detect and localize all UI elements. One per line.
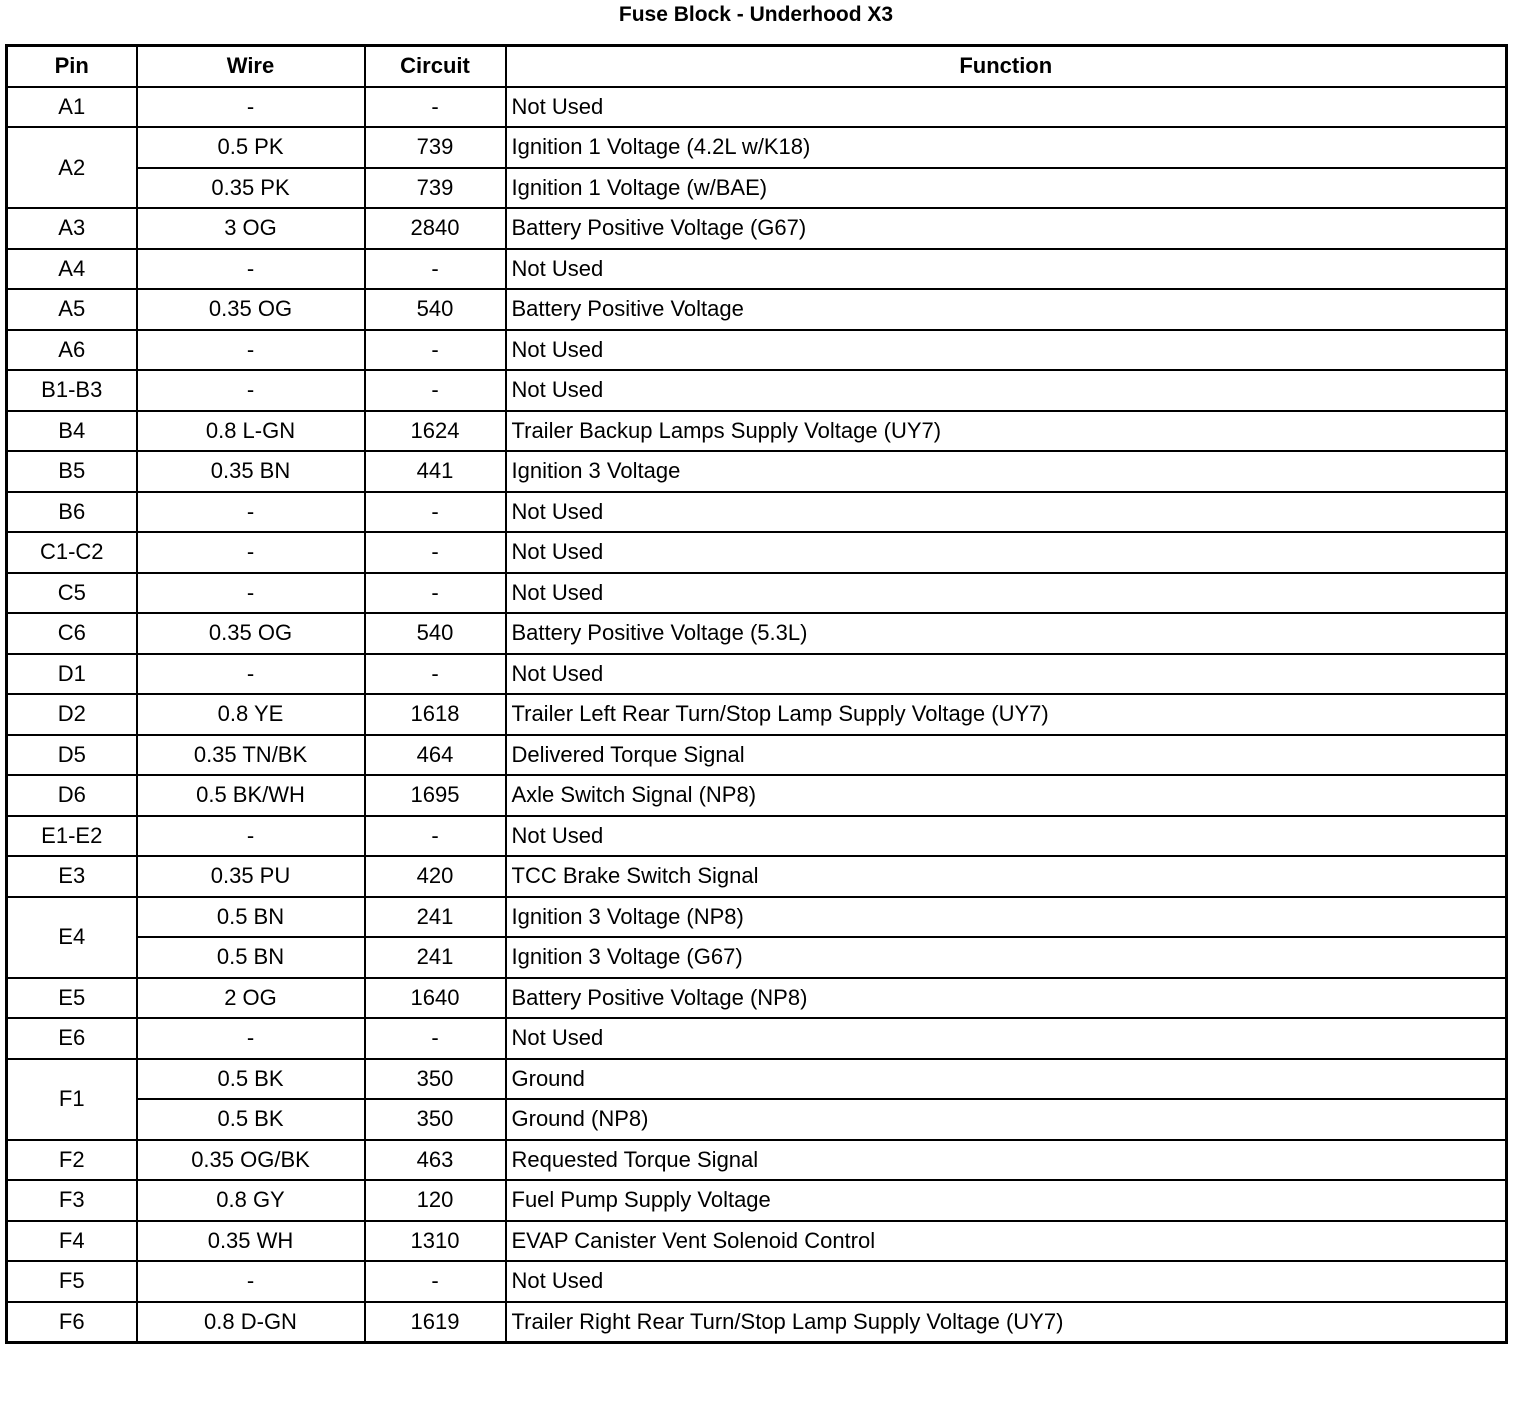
pin-cell: C5 — [7, 573, 137, 614]
pin-cell: D2 — [7, 694, 137, 735]
circuit-cell: 1310 — [365, 1221, 506, 1262]
function-cell: Requested Torque Signal — [506, 1140, 1507, 1181]
table-row — [7, 492, 1507, 533]
wire-cell: 0.8 D-GN — [137, 1302, 365, 1343]
circuit-cell: 540 — [365, 613, 506, 654]
wire-cell: - — [137, 87, 365, 128]
pin-cell: C1-C2 — [7, 532, 137, 573]
column-header-circuit: Circuit — [365, 46, 506, 87]
pin-cell: E3 — [7, 856, 137, 897]
pin-cell: E4 — [7, 897, 137, 978]
pin-cell: F4 — [7, 1221, 137, 1262]
table-row — [7, 978, 1507, 1019]
pin-cell: E5 — [7, 978, 137, 1019]
table-row — [7, 168, 1507, 209]
pin-cell: B5 — [7, 451, 137, 492]
function-cell: Trailer Right Rear Turn/Stop Lamp Supply Voltage (UY7) — [506, 1302, 1507, 1343]
circuit-cell: - — [365, 492, 506, 533]
circuit-cell: 2840 — [365, 208, 506, 249]
circuit-cell: 739 — [365, 168, 506, 209]
function-cell: Battery Positive Voltage (NP8) — [506, 978, 1507, 1019]
wire-cell: - — [137, 654, 365, 695]
function-cell: Ignition 3 Voltage (NP8) — [506, 897, 1507, 938]
wire-cell: 0.5 BK — [137, 1099, 365, 1140]
table-row — [7, 1261, 1507, 1302]
wire-cell: 0.8 YE — [137, 694, 365, 735]
wire-cell: - — [137, 370, 365, 411]
column-header-function: Function — [506, 46, 1507, 87]
wire-cell: 3 OG — [137, 208, 365, 249]
table-row — [7, 289, 1507, 330]
circuit-cell: - — [365, 370, 506, 411]
function-cell: Not Used — [506, 249, 1507, 290]
circuit-cell: - — [365, 532, 506, 573]
function-cell: Not Used — [506, 1261, 1507, 1302]
table-row — [7, 330, 1507, 371]
function-cell: Axle Switch Signal (NP8) — [506, 775, 1507, 816]
wire-cell: - — [137, 1018, 365, 1059]
function-cell: Ground — [506, 1059, 1507, 1100]
circuit-cell: 540 — [365, 289, 506, 330]
table-row — [7, 249, 1507, 290]
circuit-cell: - — [365, 573, 506, 614]
wire-cell: 2 OG — [137, 978, 365, 1019]
table-row — [7, 411, 1507, 452]
circuit-cell: - — [365, 654, 506, 695]
pin-cell: F6 — [7, 1302, 137, 1343]
wire-cell: 0.8 L-GN — [137, 411, 365, 452]
pin-cell: F5 — [7, 1261, 137, 1302]
wire-cell: 0.5 BK/WH — [137, 775, 365, 816]
table-row — [7, 1099, 1507, 1140]
circuit-cell: - — [365, 249, 506, 290]
circuit-cell: 1619 — [365, 1302, 506, 1343]
table-header — [7, 46, 1507, 87]
table-row — [7, 694, 1507, 735]
function-cell: Ignition 3 Voltage — [506, 451, 1507, 492]
pinout-table — [5, 44, 1508, 1344]
circuit-cell: 1695 — [365, 775, 506, 816]
pin-cell: A1 — [7, 87, 137, 128]
circuit-cell: 350 — [365, 1059, 506, 1100]
table-row — [7, 573, 1507, 614]
circuit-cell: 420 — [365, 856, 506, 897]
pin-cell: A5 — [7, 289, 137, 330]
table-row — [7, 613, 1507, 654]
pin-cell: D5 — [7, 735, 137, 776]
table-row — [7, 1180, 1507, 1221]
wire-cell: 0.35 OG/BK — [137, 1140, 365, 1181]
function-cell: Not Used — [506, 816, 1507, 857]
circuit-cell: 241 — [365, 897, 506, 938]
function-cell: Delivered Torque Signal — [506, 735, 1507, 776]
table-row — [7, 816, 1507, 857]
wire-cell: 0.35 PU — [137, 856, 365, 897]
wire-cell: - — [137, 249, 365, 290]
function-cell: Ignition 1 Voltage (4.2L w/K18) — [506, 127, 1507, 168]
function-cell: Not Used — [506, 532, 1507, 573]
function-cell: Battery Positive Voltage (5.3L) — [506, 613, 1507, 654]
wire-cell: 0.5 BK — [137, 1059, 365, 1100]
function-cell: Ignition 3 Voltage (G67) — [506, 937, 1507, 978]
function-cell: Battery Positive Voltage — [506, 289, 1507, 330]
wire-cell: - — [137, 573, 365, 614]
circuit-cell: 241 — [365, 937, 506, 978]
circuit-cell: 463 — [365, 1140, 506, 1181]
circuit-cell: 1618 — [365, 694, 506, 735]
function-cell: Trailer Backup Lamps Supply Voltage (UY7) — [506, 411, 1507, 452]
wire-cell: 0.5 BN — [137, 897, 365, 938]
function-cell: Not Used — [506, 1018, 1507, 1059]
circuit-cell: - — [365, 816, 506, 857]
table-row — [7, 1221, 1507, 1262]
pin-cell: A4 — [7, 249, 137, 290]
pin-cell: E1-E2 — [7, 816, 137, 857]
function-cell: Ignition 1 Voltage (w/BAE) — [506, 168, 1507, 209]
table-row — [7, 937, 1507, 978]
table-row — [7, 1302, 1507, 1343]
wire-cell: 0.8 GY — [137, 1180, 365, 1221]
table-row — [7, 897, 1507, 938]
function-cell: Fuel Pump Supply Voltage — [506, 1180, 1507, 1221]
wire-cell: 0.35 TN/BK — [137, 735, 365, 776]
circuit-cell: 350 — [365, 1099, 506, 1140]
circuit-cell: 1624 — [365, 411, 506, 452]
wire-cell: 0.35 BN — [137, 451, 365, 492]
circuit-cell: 464 — [365, 735, 506, 776]
function-cell: Not Used — [506, 370, 1507, 411]
pin-cell: D6 — [7, 775, 137, 816]
table-row — [7, 127, 1507, 168]
circuit-cell: - — [365, 1018, 506, 1059]
pin-cell: D1 — [7, 654, 137, 695]
table-row — [7, 87, 1507, 128]
circuit-cell: - — [365, 1261, 506, 1302]
table-row — [7, 370, 1507, 411]
column-header-pin: Pin — [7, 46, 137, 87]
header-row — [7, 46, 1507, 87]
function-cell: Trailer Left Rear Turn/Stop Lamp Supply Voltage (UY7) — [506, 694, 1507, 735]
function-cell: Not Used — [506, 492, 1507, 533]
table-row — [7, 532, 1507, 573]
circuit-cell: - — [365, 87, 506, 128]
wire-cell: - — [137, 816, 365, 857]
function-cell: Not Used — [506, 573, 1507, 614]
wire-cell: 0.5 PK — [137, 127, 365, 168]
table-row — [7, 1059, 1507, 1100]
table-row — [7, 451, 1507, 492]
wire-cell: 0.35 WH — [137, 1221, 365, 1262]
column-header-wire: Wire — [137, 46, 365, 87]
wire-cell: - — [137, 492, 365, 533]
circuit-cell: 739 — [365, 127, 506, 168]
function-cell: Not Used — [506, 654, 1507, 695]
pin-cell: E6 — [7, 1018, 137, 1059]
pin-cell: F2 — [7, 1140, 137, 1181]
table-row — [7, 735, 1507, 776]
function-cell: EVAP Canister Vent Solenoid Control — [506, 1221, 1507, 1262]
pin-cell: A2 — [7, 127, 137, 208]
table-body — [7, 87, 1507, 1343]
wire-cell: 0.35 PK — [137, 168, 365, 209]
function-cell: Not Used — [506, 330, 1507, 371]
circuit-cell: 1640 — [365, 978, 506, 1019]
table-row — [7, 654, 1507, 695]
wire-cell: 0.35 OG — [137, 613, 365, 654]
wire-cell: - — [137, 532, 365, 573]
pin-cell: F1 — [7, 1059, 137, 1140]
table-row — [7, 775, 1507, 816]
function-cell: Battery Positive Voltage (G67) — [506, 208, 1507, 249]
document-title: Fuse Block - Underhood X3 — [618, 3, 894, 26]
pin-cell: C6 — [7, 613, 137, 654]
pin-cell: A6 — [7, 330, 137, 371]
pin-cell: F3 — [7, 1180, 137, 1221]
wire-cell: 0.35 OG — [137, 289, 365, 330]
pin-cell: B1-B3 — [7, 370, 137, 411]
circuit-cell: - — [365, 330, 506, 371]
wire-cell: 0.5 BN — [137, 937, 365, 978]
wire-cell: - — [137, 1261, 365, 1302]
circuit-cell: 441 — [365, 451, 506, 492]
wire-cell: - — [137, 330, 365, 371]
function-cell: Ground (NP8) — [506, 1099, 1507, 1140]
table-row — [7, 1018, 1507, 1059]
table-row — [7, 856, 1507, 897]
function-cell: TCC Brake Switch Signal — [506, 856, 1507, 897]
function-cell: Not Used — [506, 87, 1507, 128]
pin-cell: B4 — [7, 411, 137, 452]
pin-cell: B6 — [7, 492, 137, 533]
circuit-cell: 120 — [365, 1180, 506, 1221]
table-row — [7, 208, 1507, 249]
pin-cell: A3 — [7, 208, 137, 249]
table-row — [7, 1140, 1507, 1181]
